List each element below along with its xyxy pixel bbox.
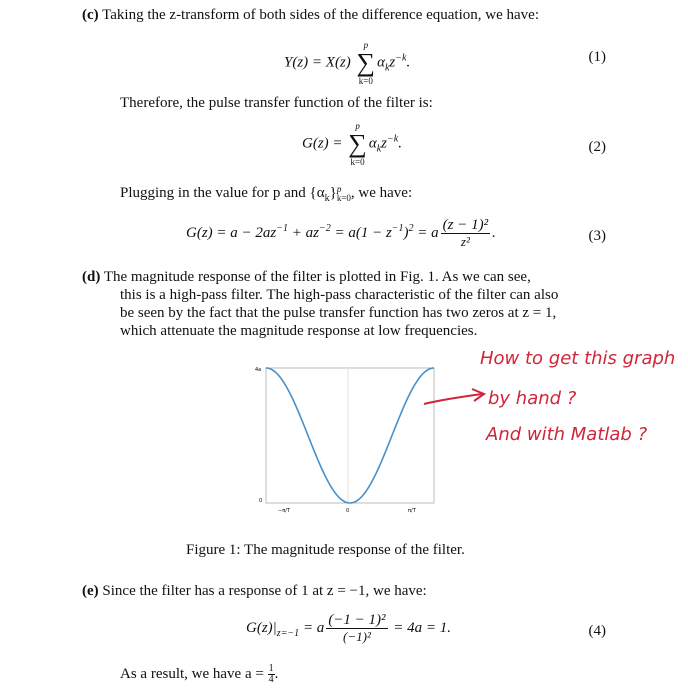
section-e-text: Since the filter has a response of 1 at z = −1, we have: [102, 583, 427, 599]
equation-2 [302, 121, 402, 167]
eq3-fraction [441, 218, 490, 249]
eq2-lhs: G(z) = [302, 135, 343, 152]
plot-frame [266, 368, 434, 503]
eq3-mid4: = a [413, 224, 439, 241]
y-tick-top: 4a [255, 367, 262, 373]
section-d-line4: which attenuate the magnitude response at low frequencies. [120, 323, 478, 339]
section-e-intro [82, 582, 427, 600]
magnitude-response-chart [250, 360, 440, 520]
eq3-mid2: = a(1 − z [330, 224, 392, 241]
therefore-text: Therefore, the pulse transfer function of the filter is: [120, 95, 433, 111]
equation-4-number: (4) [588, 623, 606, 639]
result-denominator: 4 [268, 674, 274, 685]
eq1-z: z [389, 54, 396, 71]
equation-4 [246, 613, 451, 644]
section-c-label: (c) [82, 7, 99, 23]
eq3-mid3: ) [403, 224, 409, 241]
eq2-sup: −k [387, 133, 399, 145]
plugging-sub2: k=0 [336, 192, 351, 203]
section-d-text1: The magnitude response of the filter is plotted in Fig. 1. As we can see, [103, 269, 531, 285]
annotation-line3: And with Matlab ? [486, 424, 648, 445]
equation-1 [284, 40, 410, 86]
equation-3-number: (3) [588, 228, 606, 244]
y-tick-bottom: 0 [259, 498, 263, 504]
eq3-sup4: 2 [408, 222, 414, 234]
result-end: . [274, 665, 279, 682]
result-fraction [268, 664, 275, 685]
eq4-denominator: (−1)² [343, 629, 371, 644]
eq2-sum [348, 121, 367, 167]
section-e-label: (e) [82, 583, 99, 599]
eq3-sup3: −1 [391, 222, 404, 234]
equation-1-number: (1) [588, 49, 606, 65]
eq4-lhs: G(z)| [246, 619, 277, 636]
equation-3 [186, 218, 496, 249]
eq2-sub: k [376, 143, 382, 155]
figure-caption: Figure 1: The magnitude response of the filter. [186, 542, 465, 558]
eq1-sum [357, 40, 376, 86]
eq3-denominator: z² [460, 234, 470, 249]
annotation-arrow-icon [420, 388, 490, 412]
eq1-end: . [406, 54, 411, 71]
section-d-line1 [82, 268, 531, 286]
eq1-sum-top: p [363, 40, 369, 50]
plugging-sub: k [324, 193, 330, 204]
eq1-alpha: α [377, 54, 385, 71]
eq1-sup: −k [395, 52, 407, 64]
plugging-limits [337, 185, 351, 203]
result-text: As a result, we have a = [120, 665, 268, 682]
eq4-rhs: = 4a = 1. [389, 619, 452, 636]
eq1-lhs: Y(z) = X(z) [284, 54, 351, 71]
annotation-line1: How to get this graph [480, 348, 676, 369]
eq2-end: . [398, 135, 402, 152]
plugging-main: Plugging in the value for p and {α [120, 185, 325, 201]
eq1-sub: k [384, 62, 390, 74]
section-c-text: Taking the z-transform of both sides of the difference equation, we have: [102, 7, 539, 23]
section-d-label: (d) [82, 269, 101, 285]
eq4-sub: z=−1 [276, 627, 300, 639]
eq3-numerator: (z − 1)² [442, 217, 489, 233]
plugging-close: } [329, 185, 337, 201]
x-tick-mid: 0 [346, 508, 350, 514]
equation-2-number: (2) [588, 139, 606, 155]
annotation-line2: by hand ? [488, 388, 577, 409]
eq4-numerator: (−1 − 1)² [328, 612, 386, 628]
eq2-sum-top: p [355, 121, 360, 131]
eq3-mid1: + az [288, 224, 319, 241]
section-c-intro [82, 6, 539, 24]
eq1-sum-bottom: k=0 [358, 76, 373, 86]
section-e-result [120, 664, 278, 685]
result-numerator: 1 [268, 663, 274, 674]
section-d-line3: be seen by the fact that the pulse transfer function has two zeros at z = 1, [120, 305, 557, 321]
x-tick-right: π/T [408, 508, 416, 514]
eq4-fraction [326, 613, 387, 644]
eq3-sup1: −1 [276, 222, 288, 234]
plugging-end: , we have: [350, 185, 413, 201]
eq3-end: . [492, 224, 496, 241]
x-tick-left: −π/T [278, 508, 290, 514]
plugging-text [120, 184, 412, 208]
eq2-z: z [381, 135, 388, 152]
eq3-lhs: G(z) = a − 2az [186, 224, 277, 241]
plugging-sup: p [336, 183, 342, 194]
eq2-alpha: α [368, 135, 377, 152]
section-d-line2: this is a high-pass filter. The high-pass characteristic of the filter can also [120, 287, 559, 303]
eq4-mid: = a [299, 619, 325, 636]
eq1-sigma: ∑ [356, 48, 376, 77]
eq2-sum-bottom: k=0 [350, 157, 365, 167]
eq2-sigma: ∑ [348, 129, 367, 158]
eq3-sup2: −2 [318, 222, 331, 234]
